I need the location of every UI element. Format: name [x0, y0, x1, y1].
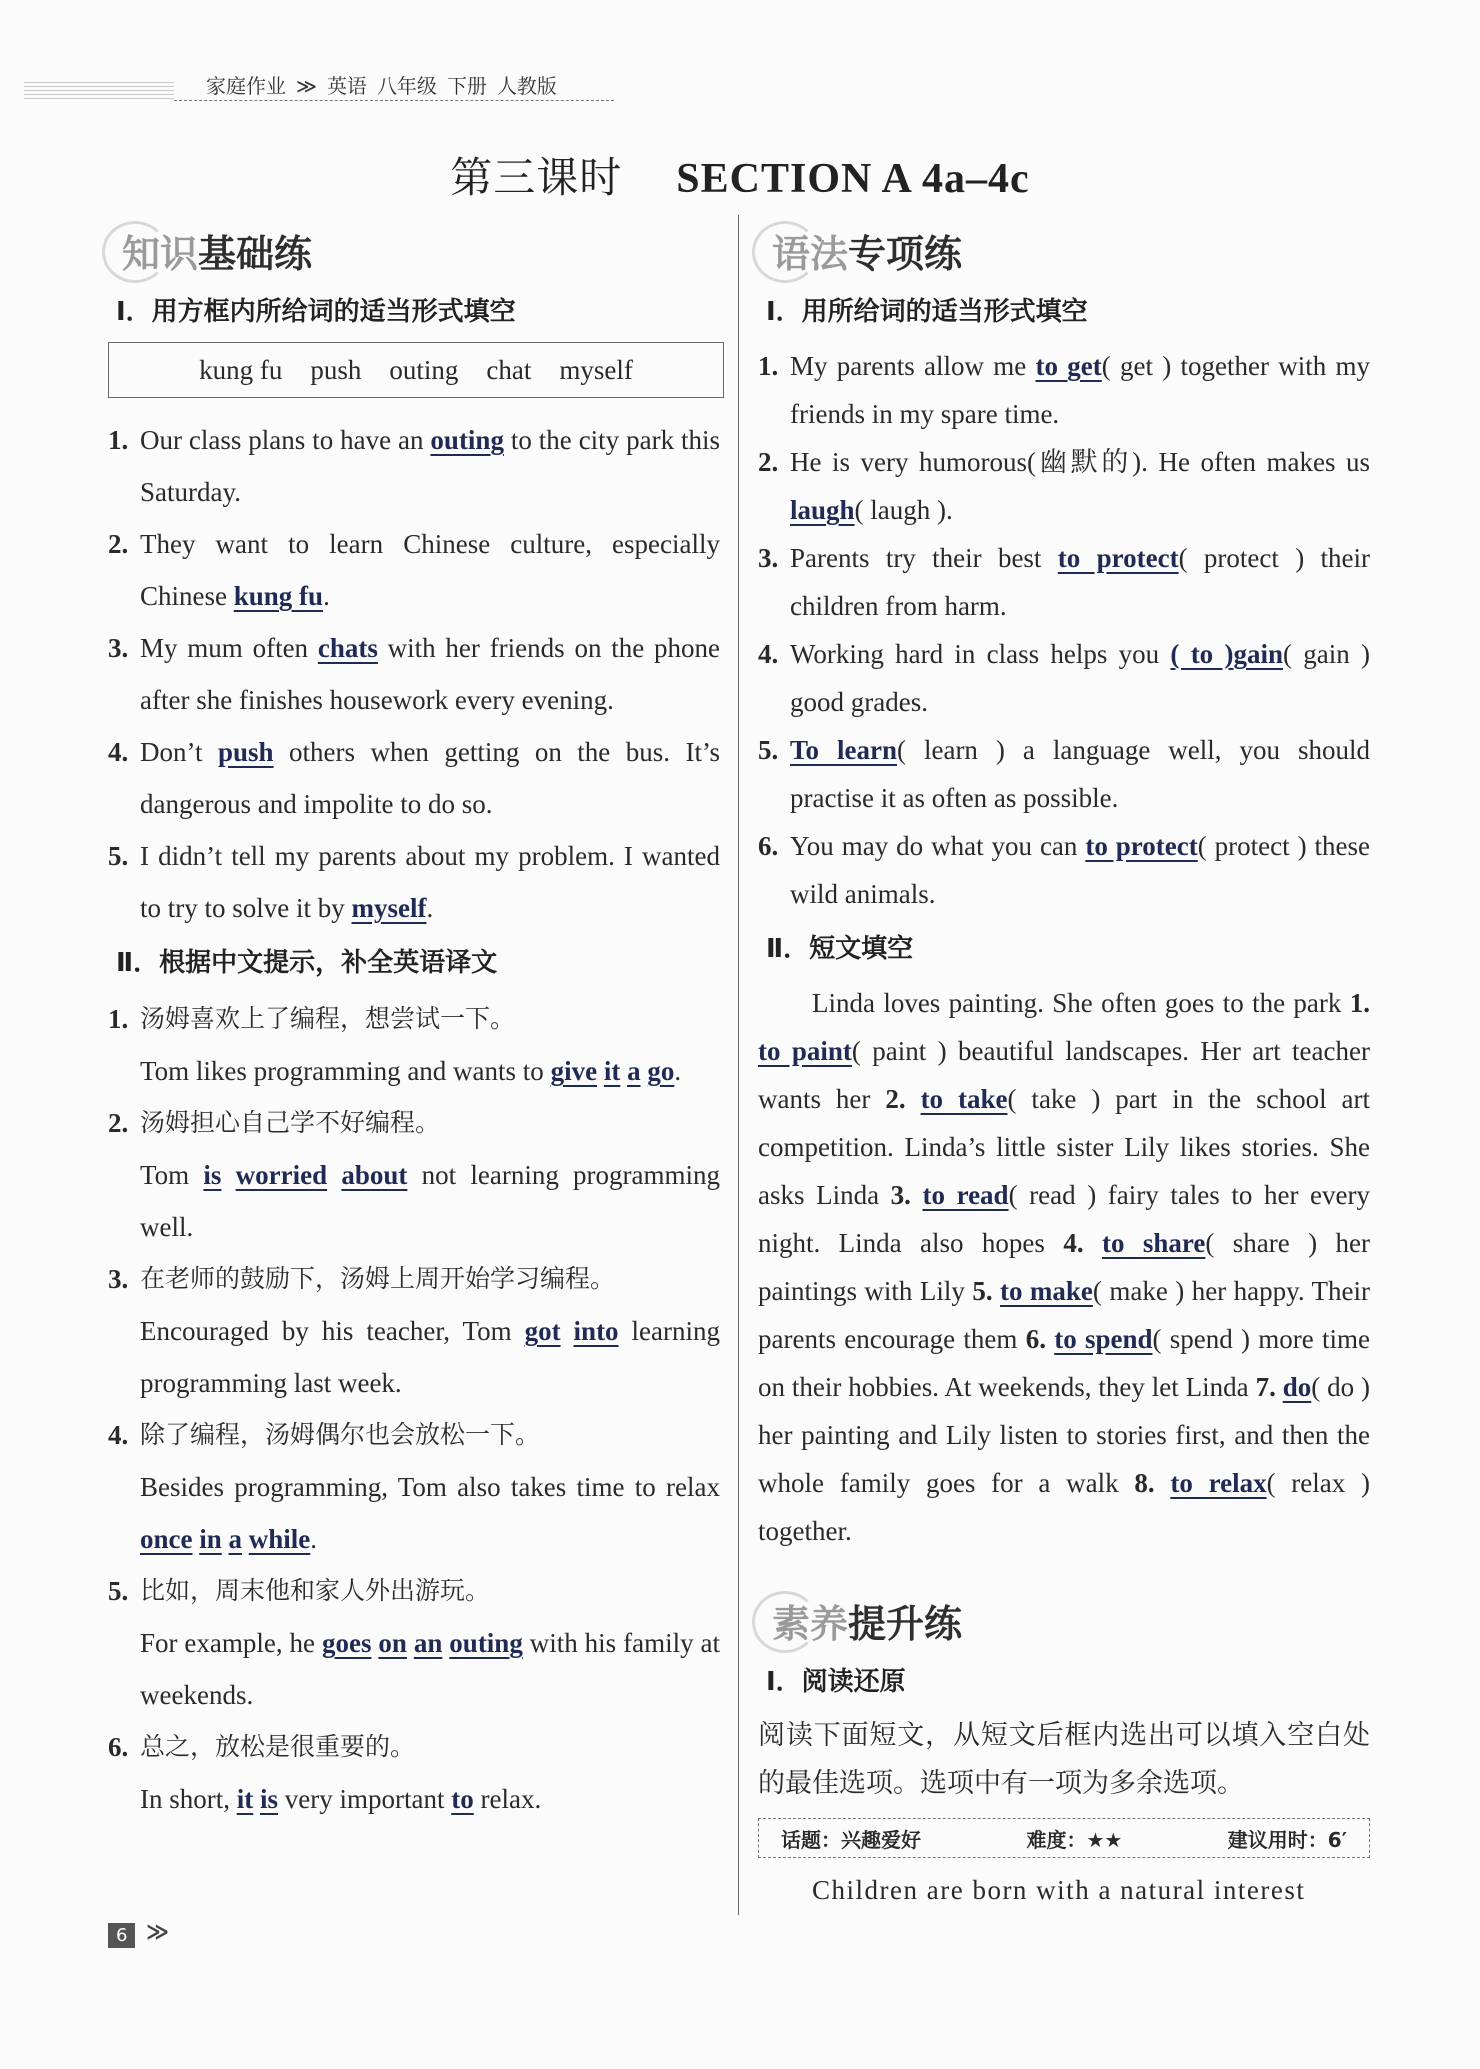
translation-item: 5. 比如，周末他和家人外出游玩。 For example, he goes on an outing with his family at weekends.: [108, 1576, 720, 1710]
column-divider: [738, 215, 739, 1915]
time-label: 建议用时：6′: [1227, 1827, 1347, 1852]
translation-item: 1. 汤姆喜欢上了编程，想尝试一下。 Tom likes programming and wants to give it a go.: [108, 1004, 682, 1086]
header-edition: 人教版: [496, 74, 557, 98]
question-item: 5. To learn( learn ) a language well, you should practise it as often as possible.: [758, 735, 1370, 813]
question-item: 3. My mum often chats with her friends on the phone after she finishes housework every evening.: [108, 633, 720, 715]
running-header: [206, 70, 567, 99]
grammar-practice-heading: 语法 专项练: [758, 215, 1370, 285]
question-item: 3. Parents try their best to protect( protect ) their children from harm.: [758, 543, 1370, 621]
page-number: 6: [108, 1923, 135, 1948]
question-item: 4. Don’t push others when getting on the bus. It’s dangerous and impolite to do so.: [108, 737, 720, 819]
left-column: [108, 215, 720, 1825]
answer: kung fu: [233, 581, 324, 611]
header-rule: [174, 100, 614, 101]
translation-item: 3. 在老师的鼓励下，汤姆上周开始学习编程。 Encouraged by his teacher, Tom got into learning programming last week.: [108, 1264, 721, 1398]
header-subject: 英语: [326, 74, 367, 98]
translation-item: 6. 总之，放松是很重要的。 In short, it is very important to relax.: [108, 1732, 542, 1814]
word-box-item: kung fu: [199, 354, 283, 385]
word-box-item: chat: [486, 354, 532, 385]
header-series: 家庭作业: [206, 74, 286, 98]
answer: chats: [317, 633, 378, 663]
cloze-passage: Linda loves painting. She often goes to the park 1. to paint( paint ) beautiful landscapes. Her art teacher wants her 2. to take( take ) part in the school art competition. Linda’s little sister Lily likes stories. She asks Linda 3. to read( read ) fairy tales to her every night. Linda also hopes 4. to share( share ) her paintings with Lily 5. to make( make ) her happy. Their parents encourage them 6. to spend( spend ) more time on their hobbies. At weekends, they let Linda 7. do( do ) her painting and Lily listen to stories first, and then the whole family goes for a walk 8. to relax( relax ) together.: [758, 988, 1371, 1546]
question-item: 2. They want to learn Chinese culture, especially Chinese kung fu.: [108, 529, 720, 611]
lesson-label: 第三课时: [450, 153, 623, 202]
page-title: [0, 145, 1480, 205]
reading-passage: Children are born with a natural interest: [812, 1875, 1306, 1905]
question-item: 2. He is very humorous(幽默的). He often makes us laugh( laugh ).: [758, 447, 1370, 525]
grammar-part1-title: Ⅰ．用所给词的适当形式填空: [766, 297, 1088, 327]
header-volume: 下册: [446, 74, 487, 98]
word-box: [108, 342, 724, 398]
cloze-title: Ⅱ．短文填空: [766, 934, 914, 964]
difficulty-label: 难度：★★: [1026, 1827, 1123, 1852]
header-arrow-icon: ≫: [296, 74, 317, 98]
translation-item: 2. 汤姆担心自己学不好编程。 Tom is worried about not learning programming well.: [108, 1108, 721, 1242]
answer: outing: [430, 425, 504, 455]
right-column: [758, 215, 1370, 1914]
literacy-heading: 素养 提升练: [758, 1585, 1370, 1655]
word-box-item: myself: [559, 354, 633, 385]
reading-instructions: 阅读下面短文，从短文后框内选出可以填入空白处的最佳选项。选项中有一项为多余选项。: [758, 1720, 1370, 1799]
part2-title: Ⅱ．根据中文提示，补全英语译文: [116, 948, 498, 978]
answer: myself: [351, 893, 427, 923]
info-box: [758, 1818, 1370, 1858]
word-box-item: outing: [389, 354, 459, 385]
knowledge-basics-heading: 知识 基础练: [108, 215, 720, 285]
question-item: 1. Our class plans to have an outing to the city park this Saturday.: [108, 425, 720, 507]
question-item: 5. I didn’t tell my parents about my problem. I wanted to try to solve it by myself.: [108, 841, 720, 923]
topic-label: 话题：兴趣爱好: [781, 1827, 921, 1852]
header-decoration: [24, 82, 174, 100]
translation-item: 4. 除了编程，汤姆偶尔也会放松一下。 Besides programming, Tom also takes time to relax once in a while.: [108, 1420, 720, 1554]
section-label: SECTION A 4a–4c: [676, 156, 1030, 202]
reading-title: Ⅰ．阅读还原: [766, 1667, 906, 1697]
question-item: 6. You may do what you can to protect( protect ) these wild animals.: [758, 831, 1370, 909]
answer: push: [217, 737, 274, 767]
part1-title: Ⅰ．用方框内所给词的适当形式填空: [116, 297, 516, 327]
next-arrow-icon: ≫: [146, 1920, 170, 1945]
question-item: 1. My parents allow me to get( get ) together with my friends in my spare time.: [758, 351, 1371, 429]
header-grade: 八年级: [376, 74, 437, 98]
question-item: 4. Working hard in class helps you ( to )gain( gain ) good grades.: [758, 639, 1370, 717]
word-box-item: push: [310, 354, 362, 385]
